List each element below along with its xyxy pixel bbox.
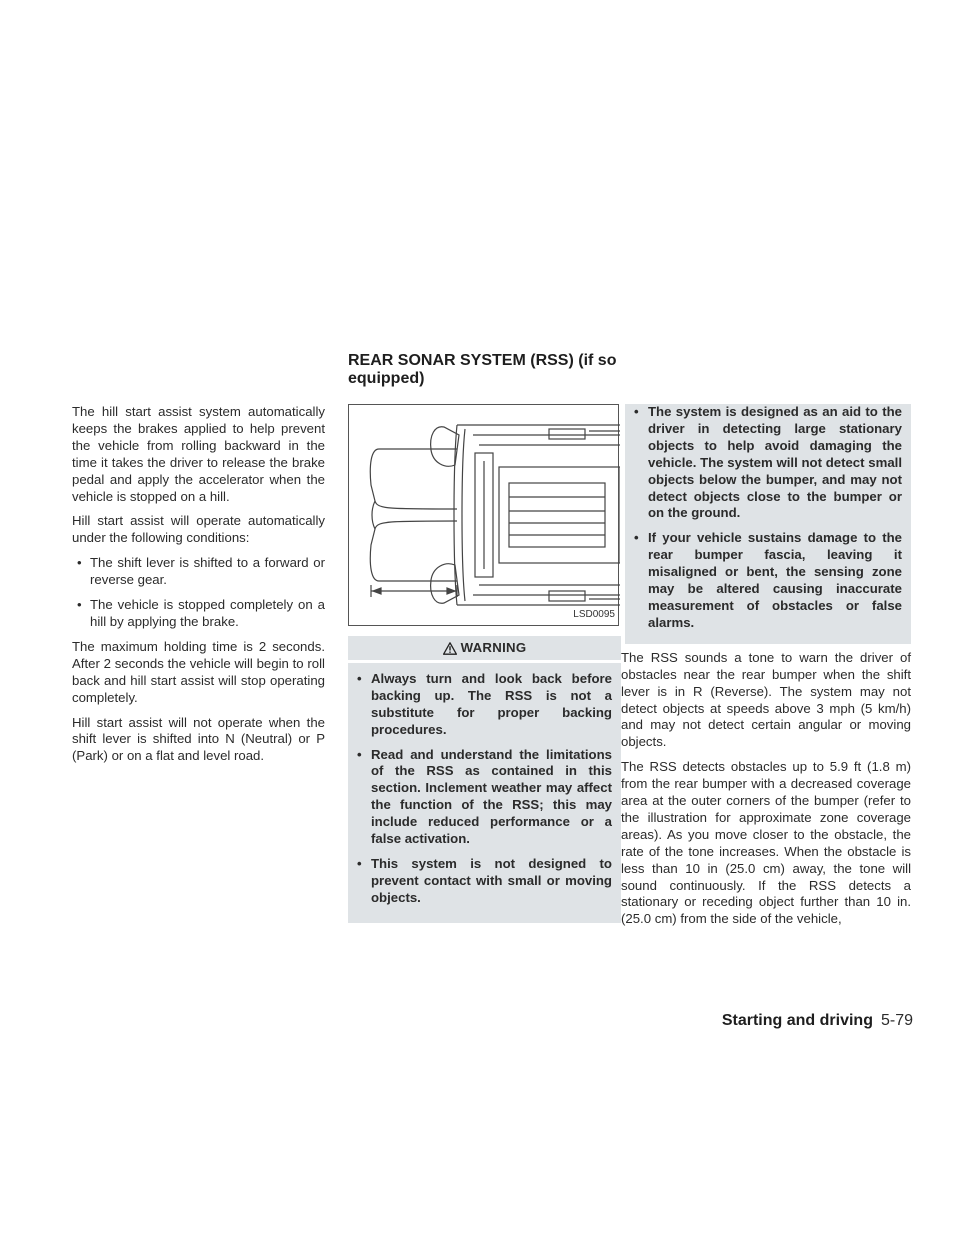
warning-triangle-icon: [443, 642, 457, 655]
warning-box: [348, 636, 621, 923]
paragraph: The maximum holding time is 2 seconds. After 2 seconds the vehicle will begin to roll back and hill start assist will stop operating completely.: [72, 638, 325, 705]
rss-description-column: [621, 404, 911, 936]
list-item: • The vehicle is stopped completely on a hill by applying the brake.: [72, 597, 325, 631]
paragraph: The RSS detects obstacles up to 5.9 ft (1.8 m) from the rear bumper with a decreased coverage area at the outer corners of the bumper (refer to the illustration for approximate zone coverage areas). As you move closer to the obstacle, the rate of the tone increases. When the obstacle is less than 10 in (25.0 cm) away, the tone will sound continuously. If the RSS detects a stationary or receding object further than 10 in. (25.0 cm) from the side of the vehicle,: [621, 759, 911, 927]
warning-item: • Read and understand the limitations of the RSS as contained in this section. Inclement weather may affect the function of the RSS; this may include reduced performance or a false activation.: [357, 747, 612, 848]
paragraph: The hill start assist system automatically keeps the brakes applied to help prevent the vehicle from rolling backward in the time it takes the driver to release the brake pedal and apply the accelerator when the vehicle is stopped on a hill.: [72, 404, 325, 504]
warning-header: [348, 636, 621, 663]
vehicle-sensor-diagram: [349, 405, 620, 627]
page-number: 5-79: [880, 1012, 913, 1029]
warning-item: • This system is not designed to prevent contact with small or moving objects.: [357, 856, 612, 907]
paragraph: Hill start assist will not operate when the shift lever is shifted into N (Neutral) or P (Park) or on a flat and level road.: [72, 714, 325, 764]
figure-code: LSD0095: [573, 609, 615, 621]
paragraph: The RSS sounds a tone to warn the driver of obstacles near the rear bumper when the shift lever is in R (Reverse). The system may not detect objects at speeds above 3 mph (5 km/h) and may not detect certain angular or moving objects.: [621, 649, 911, 750]
chapter-title: Starting and driving: [721, 1012, 873, 1029]
caution-item: • If your vehicle sustains damage to the rear bumper fascia, leaving it misaligned or bent, the sensing zone may be altered causing inaccurate measurement of obstacles or false alarms.: [634, 530, 902, 631]
rss-zone-illustration: [348, 404, 619, 626]
conditions-list: [72, 555, 325, 631]
warning-title: WARNING: [460, 640, 527, 655]
warning-list: [357, 671, 612, 907]
rss-column: [348, 404, 621, 923]
hill-start-column: [72, 404, 325, 773]
caution-box: [625, 404, 911, 644]
caution-item: • The system is designed as an aid to the driver in detecting large stationary objects to help avoid damaging the vehicle. The system will not detect small objects below the bumper, and may not detect objects close to the bumper or on the ground.: [634, 404, 902, 522]
warning-item: • Always turn and look back before backing up. The RSS is not a substitute for proper backing procedures.: [357, 671, 612, 739]
page-footer: [722, 1012, 913, 1030]
paragraph: Hill start assist will operate automatically under the following conditions:: [72, 513, 325, 546]
caution-list: [634, 404, 902, 632]
section-title: REAR SONAR SYSTEM (RSS) (if so equipped): [348, 352, 617, 387]
list-item: • The shift lever is shifted to a forward or reverse gear.: [72, 555, 325, 589]
